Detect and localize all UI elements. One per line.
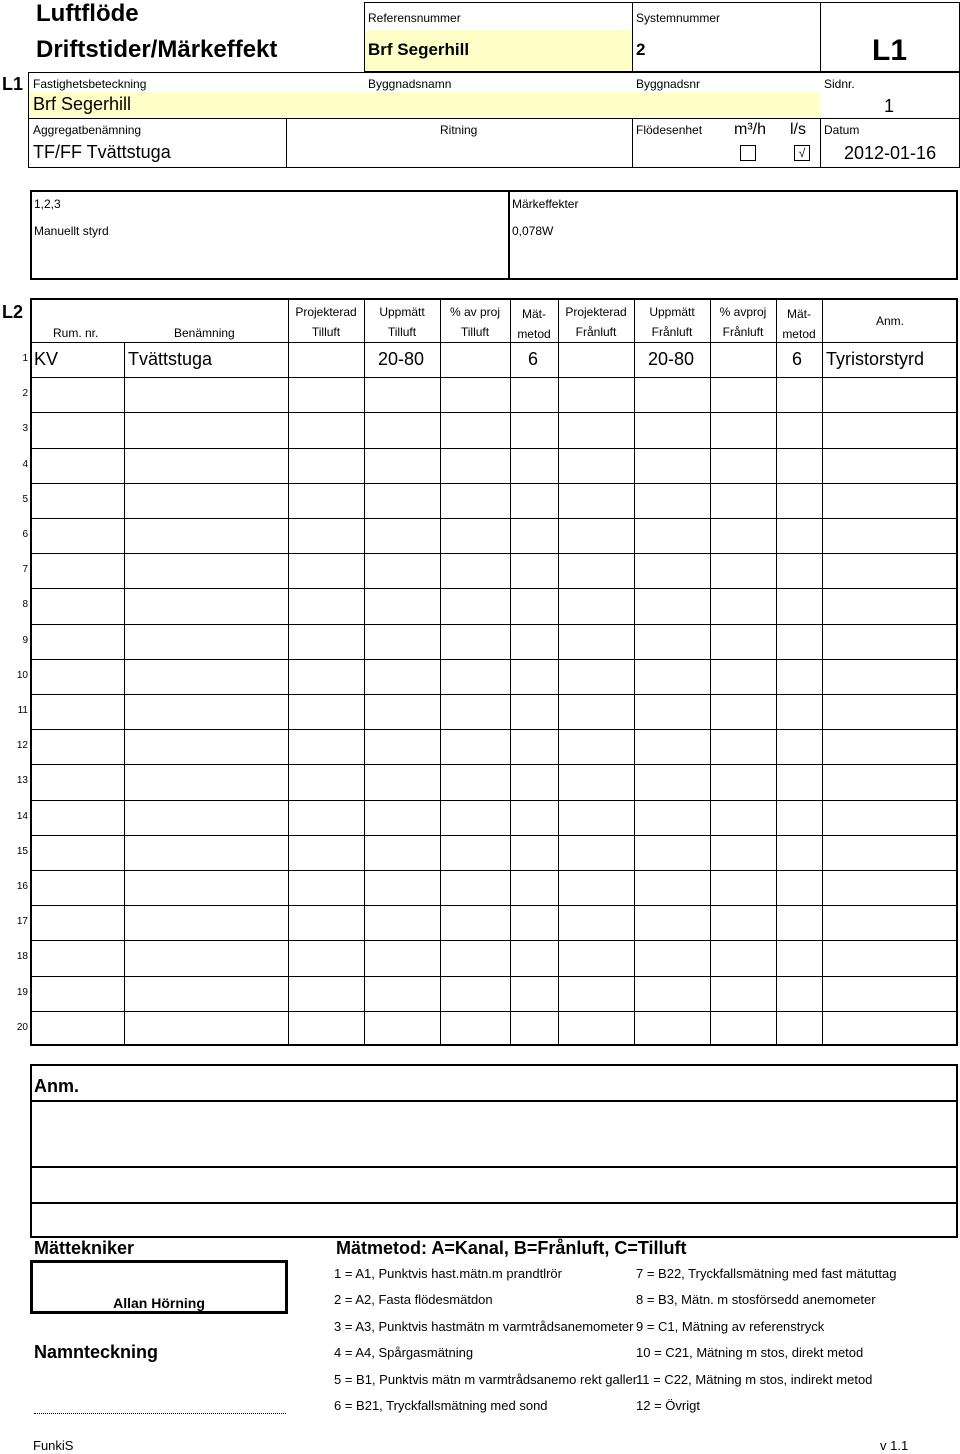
form-title: Luftflöde (36, 0, 139, 27)
unit-ls-label: l/s (790, 121, 806, 138)
method-item: 10 = C21, Mätning m stos, direkt metod (636, 1345, 864, 1361)
version-label: v 1.1 (880, 1438, 909, 1453)
method-item: 1 = A1, Punktvis hast.mätn.m prandtlrör (334, 1266, 562, 1281)
info-box (30, 190, 958, 280)
table-row[interactable] (30, 940, 958, 975)
row-number: 4 (22, 459, 28, 470)
method-item: 9 = C1, Mätning av referenstryck (636, 1318, 825, 1334)
row-number: 5 (22, 494, 28, 505)
table-row[interactable] (30, 588, 958, 623)
row-number: 13 (16, 775, 28, 786)
method-item: 11 = C22, Mätning m stos, indirekt metod (636, 1371, 873, 1387)
row-number: 1 (22, 353, 28, 364)
row-number: 9 (22, 635, 28, 646)
row-number: 7 (22, 564, 28, 575)
row1-method-exhaust[interactable]: 6 (792, 349, 803, 369)
table-row[interactable] (30, 976, 958, 1011)
method-item: 5 = B1, Punktvis mätn m varmtrådsanemo rekt galler (334, 1371, 638, 1387)
ls-checkbox[interactable] (794, 145, 810, 161)
table-row[interactable] (30, 553, 958, 588)
table-row[interactable] (30, 835, 958, 870)
method-item: 7 = B22, Tryckfallsmätning med fast mätuttag (636, 1266, 897, 1281)
page-label: Sidnr. (824, 77, 855, 91)
table-row[interactable] (30, 764, 958, 799)
unit-value[interactable]: TF/FF Tvättstuga (33, 142, 171, 162)
row-number: 11 (17, 705, 28, 716)
date-value[interactable]: 2012-01-16 (844, 143, 937, 163)
table-row[interactable] (30, 412, 958, 447)
table-row[interactable] (30, 659, 958, 694)
row1-name[interactable]: Tvättstuga (128, 349, 213, 369)
table-row[interactable] (30, 448, 958, 483)
row1-remark[interactable]: Tyristorstyrd (826, 349, 925, 369)
page-number[interactable]: 1 (884, 96, 895, 116)
row-number: 8 (22, 599, 28, 610)
row-number: 10 (16, 670, 28, 681)
col-meth-sup-1: Mät- (522, 307, 546, 321)
ref-value[interactable]: Brf Segerhill (368, 40, 470, 59)
property-value[interactable]: Brf Segerhill (33, 94, 132, 114)
info-line2: Manuellt styrd (34, 224, 109, 238)
info-line1: 1,2,3 (34, 197, 61, 211)
section-marker-l2: L2 (2, 302, 24, 322)
signature-line[interactable] (34, 1413, 286, 1414)
col-proj-exh-1: Projekterad (565, 305, 627, 319)
row1-proj-exhaust[interactable]: 20-80 (648, 349, 695, 369)
section-marker-l1: L1 (2, 74, 24, 94)
table-row[interactable] (30, 729, 958, 764)
method-item: 3 = A3, Punktvis hastmätn m varmtrådsanemometer (334, 1318, 634, 1334)
col-room-no: Rum. nr. (53, 326, 99, 340)
table-row[interactable] (30, 694, 958, 729)
col-pct-sup-2: Tilluft (460, 325, 490, 339)
check-mark-icon: √ (798, 146, 806, 160)
col-meth-exh-1: Mät- (787, 307, 811, 321)
col-proj-sup-1: Projekterad (295, 305, 357, 319)
technician-label: Mättekniker (34, 1238, 135, 1258)
row-number: 2 (22, 388, 28, 399)
col-pct-sup-1: % av proj (449, 305, 501, 319)
row-number: 18 (16, 951, 28, 962)
row-number: 15 (16, 846, 28, 857)
col-meas-sup-1: Uppmätt (379, 305, 425, 319)
method-title: Mätmetod: A=Kanal, B=Frånluft, C=Tilluft (336, 1238, 687, 1258)
method-item: 4 = A4, Spårgasmätning (334, 1345, 474, 1361)
table-row[interactable] (30, 483, 958, 518)
signature-label: Namnteckning (34, 1342, 159, 1362)
row-number: 6 (22, 529, 28, 540)
drawing-label: Ritning (440, 123, 478, 137)
row1-room[interactable]: KV (34, 349, 59, 369)
method-item: 8 = B3, Mätn. m stosförsedd anemometer (636, 1292, 876, 1308)
sys-value[interactable]: 2 (636, 40, 646, 59)
col-proj-exh-2: Frånluft (575, 325, 617, 339)
col-meas-exh-1: Uppmätt (649, 305, 695, 319)
col-name: Benämning (174, 326, 235, 340)
remarks-box[interactable] (30, 1064, 958, 1238)
flow-unit-label: Flödesenhet (636, 123, 703, 137)
form-code: L1 (872, 34, 908, 67)
building-no-label: Byggnadsnr (636, 77, 701, 91)
table-row[interactable] (30, 1011, 958, 1046)
col-remark: Anm. (875, 314, 904, 328)
row-number: 20 (16, 1022, 28, 1033)
form-subtitle: Driftstider/Märkeffekt (36, 36, 278, 63)
ref-label: Referensnummer (368, 11, 461, 25)
col-meas-exh-2: Frånluft (651, 325, 693, 339)
table-row[interactable] (30, 800, 958, 835)
table-row[interactable] (30, 905, 958, 940)
row1-proj-supply[interactable]: 20-80 (378, 349, 425, 369)
col-meth-exh-2: metod (782, 327, 816, 341)
table-row[interactable] (30, 870, 958, 905)
method-item: 12 = Övrigt (636, 1398, 700, 1413)
brand-label: FunkiS (33, 1438, 74, 1453)
property-label: Fastighetsbeteckning (33, 77, 147, 91)
effects-value: 0,078W (512, 224, 554, 238)
col-proj-sup-2: Tilluft (311, 325, 341, 339)
building-name-label: Byggnadsnamn (368, 77, 452, 91)
sys-label: Systemnummer (636, 11, 721, 25)
effects-label: Märkeffekter (512, 197, 579, 211)
table-row[interactable] (30, 518, 958, 553)
row-number: 14 (16, 811, 28, 822)
row-number: 12 (16, 740, 28, 751)
method-item: 6 = B21, Tryckfallsmätning med sond (334, 1398, 548, 1413)
col-meas-sup-2: Tilluft (387, 325, 417, 339)
table-row[interactable] (30, 342, 958, 377)
col-pct-exh-1: % avproj (719, 305, 767, 319)
remarks-label: Anm. (34, 1076, 79, 1096)
row1-method-supply[interactable]: 6 (528, 349, 539, 369)
table-row[interactable] (30, 377, 958, 412)
unit-m3h-label: m³/h (734, 121, 766, 138)
row-number: 3 (22, 423, 28, 434)
col-meth-sup-2: metod (517, 327, 551, 341)
unit-label: Aggregatbenämning (33, 123, 142, 137)
m3h-checkbox[interactable] (740, 145, 756, 161)
row-number: 17 (16, 916, 28, 927)
row-number: 19 (16, 987, 28, 998)
col-pct-exh-2: Frånluft (722, 325, 764, 339)
technician-name[interactable]: Allan Hörning (113, 1295, 205, 1311)
date-label: Datum (824, 123, 860, 137)
table-row[interactable] (30, 624, 958, 659)
method-item: 2 = A2, Fasta flödesmätdon (334, 1292, 493, 1308)
row-number: 16 (16, 881, 28, 892)
